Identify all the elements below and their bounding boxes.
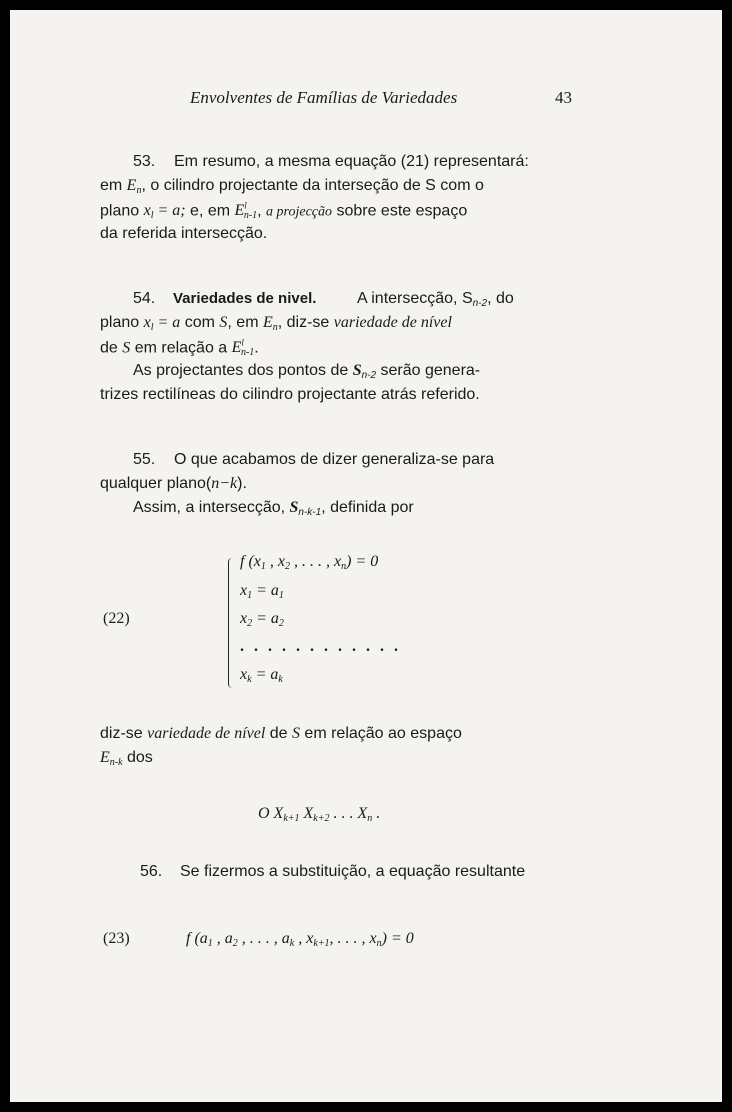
s54-heading: Variedades de nivel. — [173, 290, 317, 307]
eq22-label: (22) — [103, 610, 130, 627]
s56-number: 56. — [140, 863, 163, 880]
eq23: f ($a_1$ , $a_2$ , . . . , $a_k$ , $x_{k+1}$, . . . , $x_n) = 0$ — [186, 930, 414, 949]
axes-list: O $X_{k+1}$ $X_{k+2}$ . . . $X_n$ . — [258, 805, 381, 824]
s54-line-2: plano $x_l = a$ com S, em $E_n$, diz-se variedade de nível — [100, 314, 452, 333]
s53-line-1: Em resumo, a mesma equação (21) representará: — [174, 153, 529, 170]
running-head: Envolventes de Famílias de Variedades — [190, 88, 458, 107]
eq23-label: (23) — [103, 930, 130, 947]
s54-line-4: As projectantes dos pontos de $S_{n-2}$ serão genera- — [133, 362, 481, 381]
system-eq-2: $x_1 = a_1$ — [240, 582, 284, 601]
page-number: 43 — [555, 88, 572, 107]
system-brace-tip — [222, 618, 229, 626]
s55-number: 55. — [133, 451, 156, 468]
system-dots: . . . . . . . . . . . . — [240, 638, 401, 655]
s53-number: 53. — [133, 153, 156, 170]
book-page — [10, 10, 722, 1102]
s55-line-3: Assim, a intersecção, $S_{n-k-1}$, definida por — [133, 499, 414, 518]
s56-line-1: Se fizermos a substituição, a equação resultante — [180, 863, 526, 880]
s54-line-3: de S em relação a $E^l_{n-1}$. — [100, 338, 259, 359]
s53-line-3: plano $x_l = a$; e, em $E^l_{n-1}$, a projecção sobre este espaço — [100, 201, 468, 222]
s55-line-5: $E_{n-k}$ dos — [100, 749, 153, 768]
s55-line-4: diz-se variedade de nível de S em relação ao espaço — [100, 725, 462, 742]
s53-line-4: da referida intersecção. — [100, 225, 268, 242]
s55-line-1: O que acabamos de dizer generaliza-se para — [174, 451, 495, 468]
s55-line-2: qualquer plano(n−k). — [100, 475, 247, 492]
s53-line-2: em $E_n$, o cilindro projectante da interseção de S com o — [100, 177, 484, 196]
s54-line-5: trizes rectilíneas do cilindro projectante atrás referido. — [100, 386, 480, 403]
system-eq-1: f ($x_1$ , $x_2$ , . . . , $x_n) = 0$ — [240, 553, 379, 572]
system-eq-k: $x_k = a_k$ — [240, 666, 283, 685]
system-brace — [228, 558, 237, 688]
s54-line-1: A intersecção, $S_{n-2}$, do — [357, 290, 514, 309]
s54-number: 54. — [133, 290, 156, 307]
system-eq-3: $x_2 = a_2$ — [240, 610, 284, 629]
